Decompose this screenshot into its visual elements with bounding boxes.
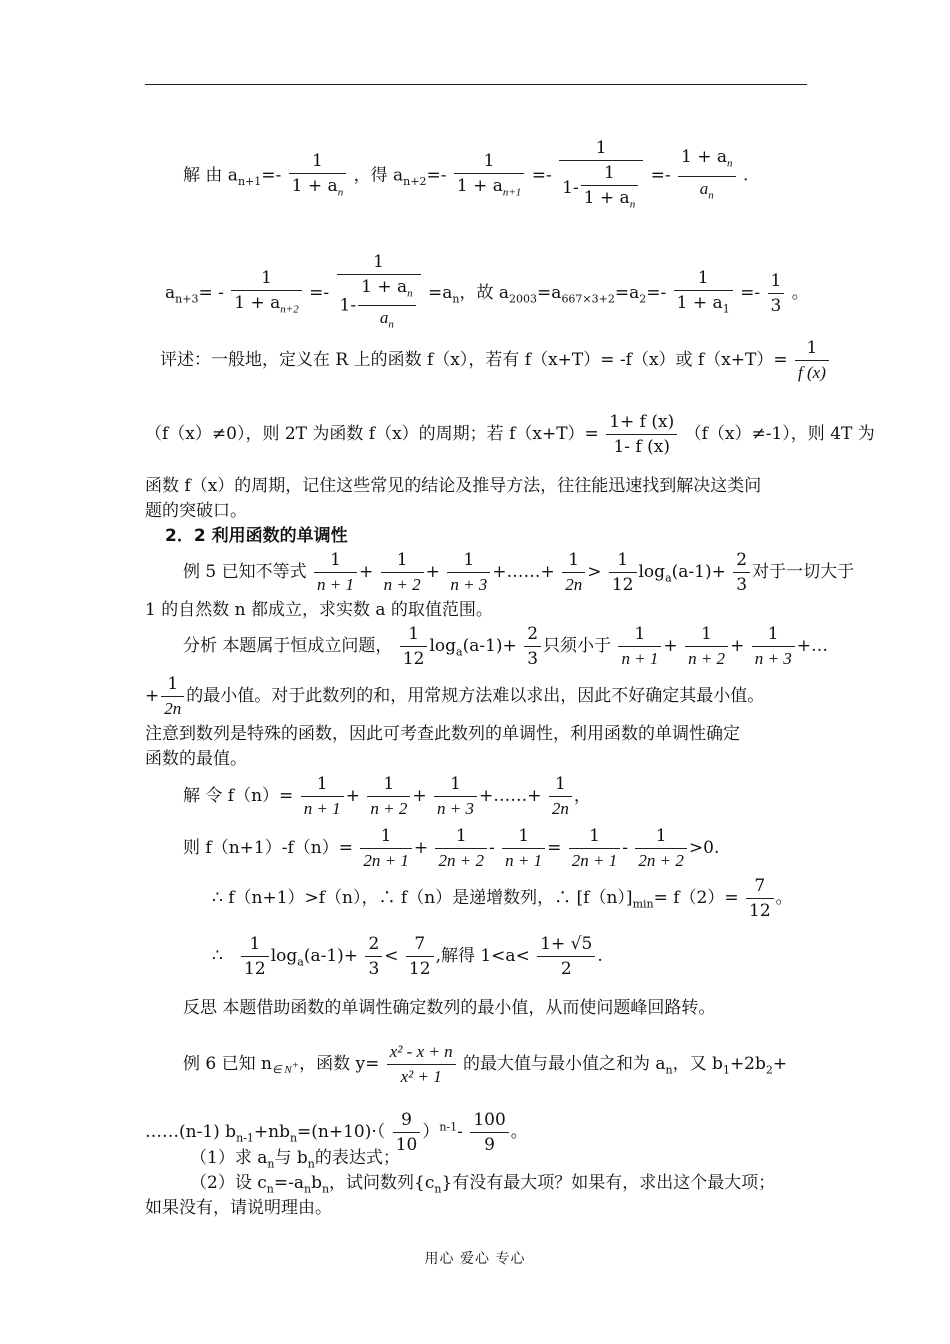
fraction: $\frac{1}{1 + a_n}$: [289, 149, 347, 204]
fraction: $\frac{1}{n + 1}$: [314, 548, 357, 597]
analysis-line-1: 分析 本题属于恒成立问题， $\frac{1}{12}$ $\log_a(a-1)+$ $\frac{2}{3}$ 只须小于 $\frac{1}{n + 1}$ + $\frac{1}{n + 2}$ + $\frac{1}{n + 3}$ +…: [183, 624, 828, 669]
fraction: $\frac{\text{x² - x + n}}{\text{x² + 1}}$: [387, 1040, 456, 1089]
example-5-line-1: 例 5 已知不等式 $\frac{1}{n + 1}$ + $\frac{1}{n + 2}$ + $\frac{1}{n + 3}$ +……+ $\frac{1}{2n}$ > $\frac{1}{12}$ $\log_a(a-1)+$ $\frac{2}{3}$ 对于一切大于: [183, 550, 855, 595]
fraction: $\frac{1}{n + 2}$: [381, 548, 424, 597]
fraction: $\frac{1}{n + 3}$: [434, 772, 477, 821]
example-6-line-1: 例 6 已知 $n_{\in N^+}$，函数 y= $\frac{\text{x² - x + n}}{\text{x² + 1}}$ 的最大值与最小值之和为 $a_n$，又 $b_1+2b_2+$: [183, 1040, 787, 1089]
section-heading: 2．2 利用函数的单调性: [165, 526, 348, 546]
fraction: $\frac{1}{12}$: [241, 932, 269, 981]
fraction: $\frac{1+ √5}{2}$: [537, 932, 595, 981]
fraction: $\frac{1}{n + 2}$: [367, 772, 410, 821]
fraction: $\frac{2}{3}$: [365, 932, 382, 981]
analysis-line-2: + $\frac{1}{2n}$ 的最小值。对于此数列的和，用常规方法难以求出，因此不好确定其最小值。: [145, 672, 764, 721]
fraction: $\frac{1 + a_n}{a_n}$: [678, 145, 736, 207]
analysis-line-3: 注意到数列是特殊的函数，因此可考查此数列的单调性，利用函数的单调性确定: [145, 724, 740, 744]
fraction: $\frac{1}{1 + a_{n+2}}$: [231, 266, 301, 321]
fraction: $\frac{1}{n + 3}$: [752, 622, 795, 671]
question-2: （2）设 $c_n=-a_nb_n$，试问数列$\{c_n\}$有没有最大项？如果有，求出这个最大项；: [190, 1173, 776, 1196]
solution-ex5-line-4: ∴ $\frac{1}{12}$ $\log_a(a-1)+$ $\frac{2}{3}$ < $\frac{7}{12}$ ,解得 1<a< $\frac{1+ √5}{2}$ .: [212, 934, 603, 979]
fraction: $\frac{1}{2n + 2}$: [435, 824, 486, 873]
fraction: $\frac{2}{3}$: [524, 622, 541, 671]
fraction: $\frac{1}{2n + 1}$: [569, 824, 620, 873]
fraction: $\frac{7}{12}$: [406, 932, 434, 981]
fraction: $\frac{9}{10}$: [393, 1108, 421, 1157]
solution-ex5-line-1: 解 令 f（n）= $\frac{1}{n + 1}$ + $\frac{1}{n + 2}$ + $\frac{1}{n + 3}$ +……+ $\frac{1}{2n}$ ，: [183, 772, 591, 821]
fraction: $\frac{1}{2n}$: [549, 772, 572, 821]
fraction: $\frac{1}{12}$: [400, 622, 428, 671]
fraction: $\frac{100}{9}$: [470, 1108, 508, 1157]
header-rule: [145, 84, 807, 85]
example-5-line-2: 1 的自然数 n 都成立，求实数 a 的取值范围。: [145, 600, 493, 620]
fraction: $\frac{1}{n + 1}$: [301, 772, 344, 821]
fraction: $\frac{1}{2n}$: [562, 548, 585, 597]
remark-line-3: 函数 f（x）的周期，记住这些常见的结论及推导方法，往往能迅速找到解决这类问: [145, 476, 762, 496]
solution-ex5-line-3: ∴ f（n+1）>f（n），∴ f（n）是递增数列，∴ $[f(n)]_{min}= f(2)=$ $\frac{7}{12}$ 。: [212, 876, 793, 921]
fraction: $\frac{1}{12}$: [609, 548, 637, 597]
nested-fraction: 1 1- $\frac{1 + a_n}{a_n}$: [337, 250, 421, 337]
fraction: $\frac{1}{f (x)}$: [795, 336, 829, 385]
analysis-line-4: 函数的最值。: [145, 749, 247, 769]
fraction: $\frac{1}{2n}$: [161, 672, 184, 721]
question-2-cont: 如果没有，请说明理由。: [145, 1198, 332, 1218]
remark-line-1: 评述：一般地，定义在 R 上的函数 f（x），若有 f（x+T）= -f（x）或 f（x+T）= $\frac{1}{f (x)}$: [160, 336, 831, 385]
fraction: $\frac{1}{n + 2}$: [685, 622, 728, 671]
question-1: （1）求 $a_n$与 $b_n$的表达式；: [190, 1148, 400, 1171]
remark-line-4: 题的突破口。: [145, 501, 247, 521]
fraction: $\frac{1}{2n + 2}$: [635, 824, 686, 873]
fraction: $\frac{1}{n + 1}$: [618, 622, 661, 671]
fraction: $\frac{1}{n + 1}$: [502, 824, 545, 873]
fraction: $\frac{1}{1 + a_{n+1}}$: [454, 149, 524, 204]
reflection-line: 反思 本题借助函数的单调性确定数列的最小值，从而使问题峰回路转。: [183, 998, 716, 1018]
fraction: $\frac{1}{n + 3}$: [447, 548, 490, 597]
example-6-line-2: ……(n-1) $b_{n-1}+nb_n=(n+10)\cdot$（ $\frac{9}{10}$ ）$^{n-1}$- $\frac{100}{9}$ 。: [145, 1110, 528, 1155]
nested-fraction: 1 1- $\frac{1}{1 + a_n}$: [559, 136, 643, 216]
fraction: $\frac{7}{12}$: [746, 874, 774, 923]
fraction: $\frac{2}{3}$: [733, 548, 750, 597]
fraction: $\frac{1}{1 + a_1}$: [674, 266, 733, 321]
fraction: $\frac{1}{3}$: [768, 269, 785, 318]
solution-ex5-line-2: 则 f（n+1）-f（n）= $\frac{1}{2n + 1}$ + $\frac{1}{2n + 2}$ - $\frac{1}{n + 1}$ = $\frac{1}{2n + 1}$ - $\frac{1}{2n + 2}$ >0.: [183, 824, 719, 873]
solution-line-1: 解 由 $a_{n+1}=-$ $\frac{1}{1 + a_n}$ ，得 $a_{n+2}=-$ $\frac{1}{1 + a_{n+1}}$ =- 1 1- $\frac{1}{1 + a_n}$ =- $\frac{1 + a_n}{a_n}$ .: [183, 136, 748, 216]
solution-line-2: $a_{n+3}=$ - $\frac{1}{1 + a_{n+2}}$ =- 1 1- $\frac{1 + a_n}{a_n}$ $=a_n$，故 $a_{2003}=a_{667\times 3+2}=a_2=-$ $\frac{1}{1 + a_1}$ =- $\frac{1}{3}$ 。: [165, 250, 809, 337]
page-footer: 用心 爱心 专心: [424, 1251, 526, 1267]
fraction: $\frac{1+ f (x)}{1- f (x)}$: [606, 410, 677, 459]
fraction: $\frac{1}{2n + 1}$: [360, 824, 411, 873]
remark-line-2: （f（x）≠0），则 2T 为函数 f（x）的周期；若 f（x+T）= $\frac{1+ f (x)}{1- f (x)}$ （f（x）≠-1），则 4T 为: [145, 412, 875, 457]
